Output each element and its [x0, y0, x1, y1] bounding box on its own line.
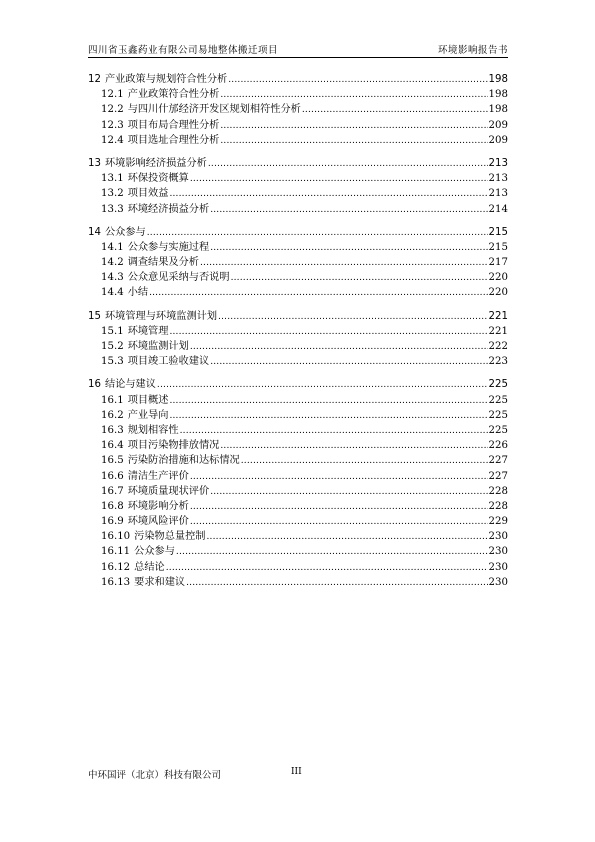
toc-dot-leader	[147, 225, 488, 241]
header-document-type: 环境影响报告书	[437, 45, 508, 56]
toc-dot-leader	[190, 514, 488, 530]
toc-entry-number: 16.11	[101, 546, 131, 558]
toc-entry-number: 12.1	[101, 89, 124, 101]
toc-entry-page: 228	[488, 485, 508, 497]
toc-dot-leader	[210, 484, 487, 500]
toc-section-entry[interactable]	[88, 255, 508, 270]
toc-dot-leader	[200, 255, 488, 271]
toc-entry-title: 项目污染物排放情况	[127, 440, 220, 452]
toc-entry-title: 公众参与	[104, 226, 146, 238]
toc-entry-title: 环境风险评价	[127, 516, 189, 528]
toc-entry-number: 15.3	[101, 356, 124, 368]
toc-entry-page: 223	[488, 356, 508, 368]
toc-entry-page: 227	[488, 470, 508, 482]
toc-entry-page: 229	[488, 516, 508, 528]
toc-dot-leader	[220, 118, 487, 134]
toc-entry-page: 209	[488, 119, 508, 131]
toc-entry-number: 16.2	[101, 409, 124, 421]
toc-chapter	[88, 225, 508, 301]
toc-section-entry[interactable]	[88, 514, 508, 529]
toc-entry-title: 项目效益	[127, 188, 169, 200]
footer-page-number: III	[291, 767, 302, 777]
toc-entry-page: 222	[488, 341, 508, 352]
toc-entry-title: 规划相容性	[127, 424, 179, 436]
toc-dot-leader	[176, 544, 488, 560]
toc-dot-leader	[206, 529, 487, 545]
toc-section-entry[interactable]	[88, 484, 508, 499]
toc-section-entry[interactable]	[88, 186, 508, 201]
toc-entry-title: 小结	[127, 287, 149, 299]
toc-section-entry[interactable]	[88, 102, 508, 117]
toc-entry-page: 220	[488, 287, 508, 299]
toc-entry-page: 225	[488, 394, 508, 406]
toc-entry-page: 217	[488, 257, 508, 269]
toc-entry-number: 16.7	[101, 485, 124, 497]
toc-entry-page: 221	[488, 325, 508, 337]
toc-entry-title: 公众参与	[134, 546, 175, 558]
toc-entry-number: 15	[88, 310, 101, 322]
toc-entry-number: 16.5	[101, 455, 124, 467]
toc-entry-title: 环境影响经济损益分析	[104, 157, 207, 169]
toc-section-entry[interactable]	[88, 529, 508, 544]
toc-entry-title: 公众意见采纳与否说明	[127, 272, 230, 284]
toc-entry-page: 213	[488, 173, 508, 185]
toc-entry-title: 项目竣工验收建议	[127, 356, 210, 368]
toc-dot-leader	[231, 270, 488, 286]
toc-dot-leader	[180, 423, 488, 439]
toc-dot-leader	[241, 453, 488, 469]
toc-section-entry[interactable]	[88, 118, 508, 133]
toc-entry-number: 16.12	[101, 561, 131, 573]
toc-entry-page: 213	[488, 188, 508, 200]
toc-section-entry[interactable]	[88, 270, 508, 285]
toc-entry-number: 13	[88, 157, 101, 169]
toc-dot-leader	[169, 324, 487, 340]
toc-chapter	[88, 309, 508, 370]
toc-entry-number: 12.3	[101, 119, 124, 131]
toc-chapter-heading[interactable]	[88, 72, 508, 87]
toc-dot-leader	[220, 438, 487, 454]
toc-entry-number: 16.6	[101, 470, 124, 482]
toc-chapter-heading[interactable]	[88, 309, 508, 324]
toc-entry-number: 16.1	[101, 394, 124, 406]
toc-entry-page: 225	[488, 409, 508, 421]
toc-entry-number: 12.2	[101, 104, 124, 116]
toc-entry-title: 环境质量现状评价	[127, 485, 210, 497]
toc-entry-title: 调查结果及分析	[127, 257, 199, 269]
toc-entry-number: 14.1	[101, 241, 124, 253]
toc-entry-number: 14	[88, 226, 101, 238]
toc-dot-leader	[210, 202, 487, 218]
toc-entry-number: 13.3	[101, 203, 124, 215]
toc-entry-page: 198	[488, 104, 508, 116]
toc-dot-leader	[208, 156, 488, 172]
toc-entry-number: 13.1	[101, 173, 124, 185]
toc-section-entry[interactable]	[88, 87, 508, 102]
toc-entry-number: 14.2	[101, 257, 124, 269]
toc-entry-title: 环境影响分析	[127, 500, 189, 512]
toc-section-entry[interactable]	[88, 575, 508, 590]
toc-dot-leader	[186, 575, 487, 591]
page-header	[88, 40, 508, 58]
toc-entry-title: 结论与建议	[104, 379, 156, 391]
toc-entry-page: 230	[488, 546, 508, 558]
toc-entry-number: 16.4	[101, 440, 124, 452]
toc-entry-number: 16.13	[101, 576, 131, 588]
toc-section-entry[interactable]	[88, 240, 508, 255]
toc-entry-title: 公众参与实施过程	[127, 241, 210, 253]
toc-entry-number: 14.3	[101, 272, 124, 284]
toc-dot-leader	[190, 171, 488, 187]
toc-entry-title: 环境经济损益分析	[127, 203, 210, 215]
toc-entry-number: 12	[88, 74, 101, 85]
toc-entry-number: 15.2	[101, 341, 124, 352]
toc-entry-page: 220	[488, 272, 508, 284]
toc-entry-page: 230	[488, 576, 508, 588]
toc-entry-number: 16.9	[101, 516, 124, 528]
toc-entry-page: 215	[488, 226, 508, 238]
toc-entry-number: 16	[88, 379, 101, 391]
toc-entry-page: 198	[488, 74, 508, 85]
toc-dot-leader	[220, 87, 487, 103]
toc-dot-leader	[157, 377, 488, 393]
toc-entry-title: 项目概述	[127, 394, 169, 406]
toc-dot-leader	[190, 339, 488, 355]
toc-entry-page: 227	[488, 455, 508, 467]
toc-chapter	[88, 377, 508, 590]
toc-entry-page: 214	[488, 203, 508, 215]
table-of-contents	[88, 72, 508, 590]
toc-entry-title: 总结论	[134, 561, 165, 573]
toc-chapter	[88, 72, 508, 148]
toc-dot-leader	[218, 309, 488, 325]
toc-entry-title: 产业导向	[127, 409, 169, 421]
toc-section-entry[interactable]	[88, 560, 508, 575]
toc-section-entry[interactable]	[88, 324, 508, 339]
toc-chapter	[88, 156, 508, 217]
toc-entry-number: 13.2	[101, 188, 124, 200]
toc-section-entry[interactable]	[88, 393, 508, 408]
toc-dot-leader	[169, 408, 487, 424]
toc-entry-title: 产业政策与规划符合性分析	[104, 74, 228, 85]
toc-entry-title: 环保投资概算	[127, 173, 189, 185]
toc-dot-leader	[149, 285, 487, 301]
toc-section-entry[interactable]	[88, 171, 508, 186]
toc-entry-page: 225	[488, 424, 508, 436]
toc-entry-page: 226	[488, 440, 508, 452]
toc-entry-page: 209	[488, 134, 508, 146]
toc-entry-title: 与四川什邡经济开发区规划相符性分析	[127, 104, 301, 116]
toc-section-entry[interactable]	[88, 133, 508, 148]
toc-section-entry[interactable]	[88, 354, 508, 369]
toc-dot-leader	[166, 560, 488, 576]
toc-entry-number: 14.4	[101, 287, 124, 299]
toc-section-entry[interactable]	[88, 453, 508, 468]
toc-dot-leader	[210, 240, 487, 256]
toc-dot-leader	[210, 354, 487, 370]
toc-entry-title: 清洁生产评价	[127, 470, 189, 482]
toc-section-entry[interactable]	[88, 285, 508, 300]
toc-entry-title: 环境管理	[127, 325, 169, 337]
toc-entry-page: 221	[488, 310, 508, 322]
toc-entry-title: 项目布局合理性分析	[127, 119, 220, 131]
toc-dot-leader	[169, 186, 487, 202]
toc-entry-number: 15.1	[101, 325, 124, 337]
toc-entry-page: 213	[488, 157, 508, 169]
toc-entry-title: 要求和建议	[134, 576, 186, 588]
toc-chapter-heading[interactable]	[88, 156, 508, 171]
footer-company: 中环国评（北京）科技有限公司	[88, 770, 222, 781]
toc-entry-title: 产业政策符合性分析	[127, 89, 220, 101]
toc-section-entry[interactable]	[88, 469, 508, 484]
toc-entry-title: 污染防治措施和达标情况	[127, 455, 240, 467]
toc-entry-number: 16.3	[101, 424, 124, 436]
toc-dot-leader	[220, 133, 487, 149]
toc-entry-number: 12.4	[101, 134, 124, 146]
toc-entry-title: 项目选址合理性分析	[127, 134, 220, 146]
toc-entry-title: 环境监测计划	[127, 341, 189, 352]
toc-entry-page: 230	[488, 561, 508, 573]
toc-chapter-heading[interactable]	[88, 377, 508, 392]
toc-entry-title: 环境管理与环境监测计划	[104, 310, 218, 322]
toc-entry-page: 225	[488, 379, 508, 391]
toc-entry-number: 16.10	[101, 531, 131, 543]
toc-entry-title: 污染物总量控制	[134, 531, 206, 543]
toc-entry-page: 228	[488, 500, 508, 512]
toc-entry-number: 16.8	[101, 500, 124, 512]
toc-section-entry[interactable]	[88, 423, 508, 438]
toc-dot-leader	[190, 499, 488, 515]
toc-entry-page: 230	[488, 531, 508, 543]
toc-section-entry[interactable]	[88, 339, 508, 354]
toc-dot-leader	[302, 102, 488, 118]
header-project-title: 四川省玉鑫药业有限公司易地整体搬迁项目	[88, 45, 279, 56]
toc-entry-page: 198	[488, 89, 508, 101]
toc-section-entry[interactable]	[88, 499, 508, 514]
toc-section-entry[interactable]	[88, 438, 508, 453]
toc-section-entry[interactable]	[88, 408, 508, 423]
toc-entry-page: 215	[488, 241, 508, 253]
toc-dot-leader	[169, 393, 487, 409]
toc-dot-leader	[190, 469, 488, 485]
toc-chapter-heading[interactable]	[88, 225, 508, 240]
toc-dot-leader	[228, 72, 487, 88]
toc-section-entry[interactable]	[88, 202, 508, 217]
toc-section-entry[interactable]	[88, 544, 508, 559]
